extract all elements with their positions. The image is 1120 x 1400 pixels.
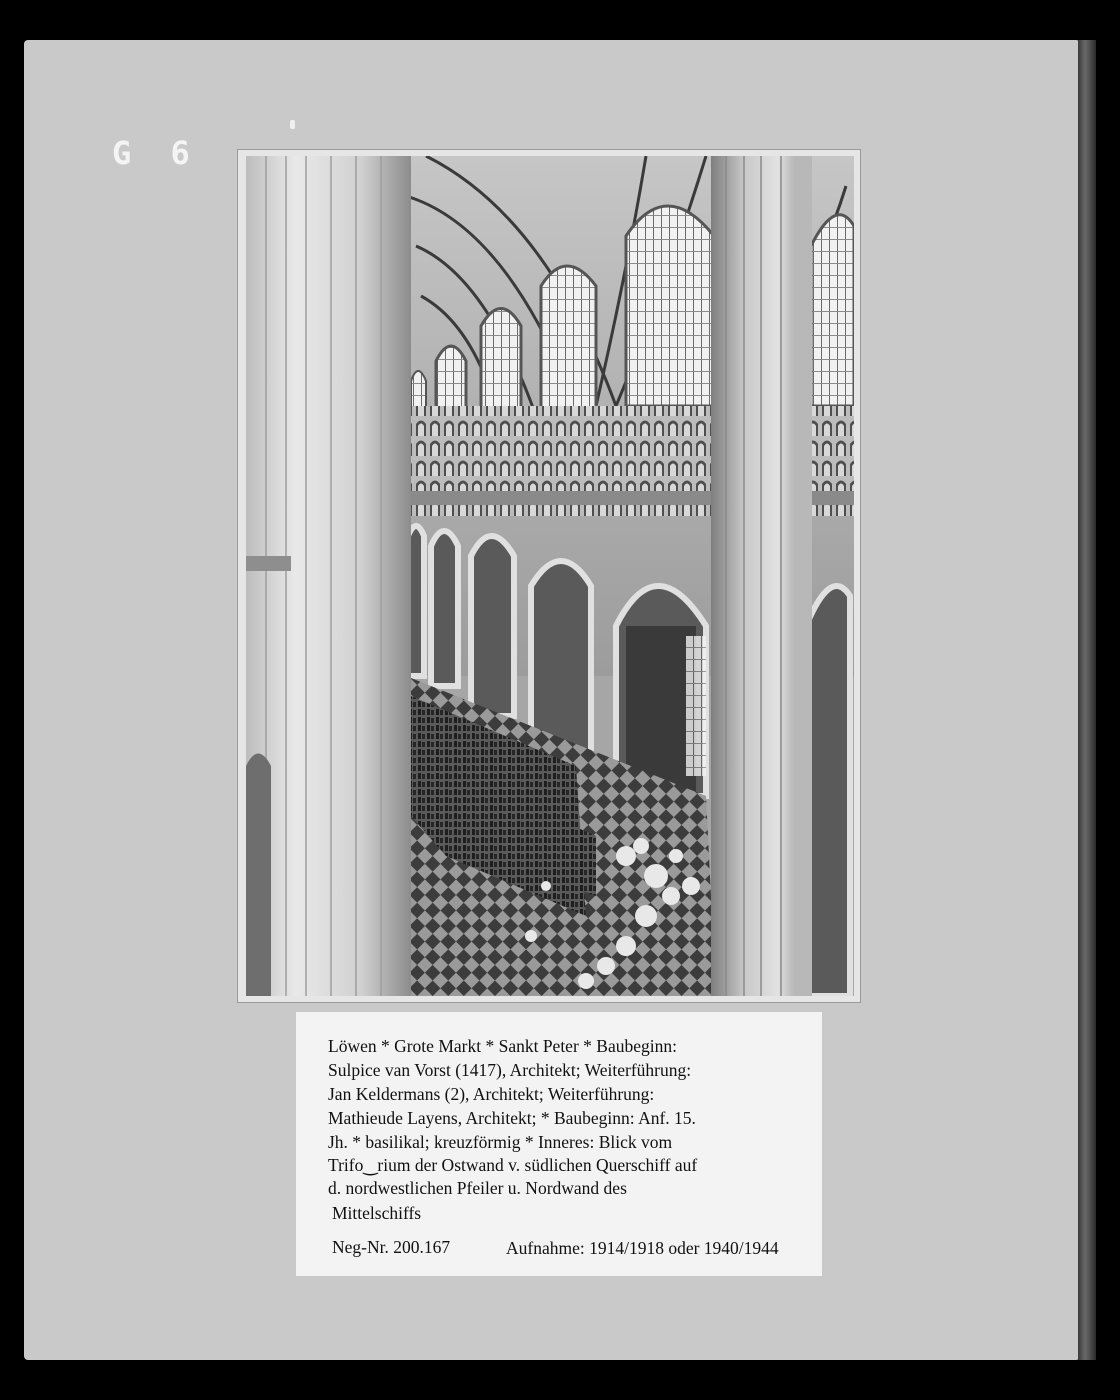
- caption-label: [296, 1012, 822, 1276]
- card-edge: [1078, 40, 1096, 1360]
- caption-line: Jan Keldermans (2), Architekt; Weiterführung:: [328, 1084, 655, 1104]
- nave-photograph: [246, 156, 854, 996]
- film-speck: [290, 120, 295, 129]
- caption-line: Mathieude Layens, Architekt; * Baubeginn: Anf. 15.: [328, 1108, 696, 1128]
- caption-line: Jh. * basilikal; kreuzförmig * Inneres: Blick vom: [328, 1132, 673, 1152]
- photo-date: Aufnahme: 1914/1918 oder 1940/1944: [506, 1238, 779, 1258]
- negative-number: Neg-Nr. 200.167: [332, 1237, 451, 1257]
- caption-title: Mittelschiffs: [332, 1203, 422, 1223]
- caption-line: Sulpice van Vorst (1417), Architekt; Weiterführung:: [328, 1060, 692, 1080]
- caption-line: d. nordwestlichen Pfeiler u. Nordwand des: [328, 1178, 627, 1198]
- caption-line: Trifo‿rium der Ostwand v. südlichen Querschiff auf: [328, 1155, 698, 1175]
- caption-line: Löwen * Grote Markt * Sankt Peter * Baubeginn:: [328, 1036, 677, 1056]
- card-label: G 6: [112, 134, 200, 172]
